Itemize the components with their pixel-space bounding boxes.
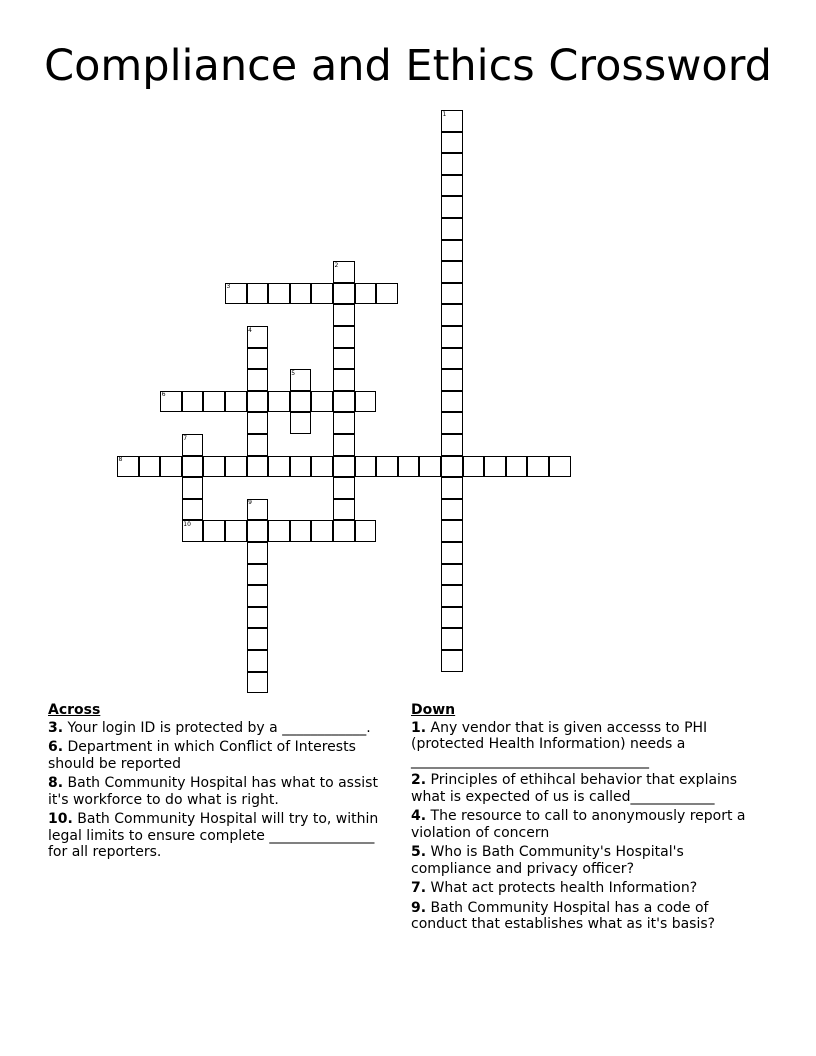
grid-cell[interactable] — [268, 520, 290, 542]
grid-cell[interactable] — [441, 283, 463, 305]
clue-text: Your login ID is protected by a ____________. — [63, 719, 371, 736]
grid-cell[interactable] — [182, 499, 204, 521]
grid-cell[interactable] — [247, 412, 269, 434]
grid-cell[interactable] — [182, 434, 204, 456]
grid-cell[interactable] — [247, 434, 269, 456]
grid-cell[interactable] — [355, 520, 377, 542]
grid-cell[interactable] — [441, 369, 463, 391]
grid-cell[interactable] — [441, 196, 463, 218]
grid-cell[interactable] — [182, 477, 204, 499]
grid-cell[interactable] — [441, 240, 463, 262]
grid-cell[interactable] — [203, 520, 225, 542]
grid-cell[interactable] — [333, 456, 355, 478]
grid-cell[interactable] — [441, 456, 463, 478]
grid-cell[interactable] — [441, 477, 463, 499]
grid-cell[interactable] — [225, 283, 247, 305]
clue-number-label: 2 — [334, 261, 339, 269]
clue-text: Bath Community Hospital has a code of conduct that establishes what as it's basis? — [411, 899, 716, 932]
clue-text: Who is Bath Community's Hospital's compliance and privacy officer? — [411, 844, 684, 877]
grid-cell[interactable] — [247, 628, 269, 650]
grid-cell[interactable] — [355, 283, 377, 305]
clue-number-label: 3 — [226, 283, 231, 291]
grid-cell[interactable] — [549, 456, 571, 478]
grid-cell[interactable] — [333, 499, 355, 521]
grid-cell[interactable] — [506, 456, 528, 478]
grid-cell[interactable] — [247, 585, 269, 607]
grid-cell[interactable] — [484, 456, 506, 478]
down-clue-list — [411, 720, 746, 933]
clue-number-label: 8 — [118, 456, 123, 464]
grid-cell[interactable] — [247, 672, 269, 694]
grid-cell[interactable] — [463, 456, 485, 478]
grid-cell[interactable] — [333, 520, 355, 542]
grid-cell[interactable] — [139, 456, 161, 478]
clue-number: 9. — [411, 899, 427, 916]
grid-cell[interactable] — [441, 348, 463, 370]
clue-text: Any vendor that is given accesss to PHI (protected Health Information) needs a __________________________________ — [411, 719, 708, 769]
grid-cell[interactable] — [268, 283, 290, 305]
clue-number-label: 7 — [183, 434, 188, 442]
grid-cell[interactable] — [441, 585, 463, 607]
grid-cell[interactable] — [376, 456, 398, 478]
clue-number-label: 1 — [442, 110, 447, 118]
grid-cell[interactable] — [268, 456, 290, 478]
across-heading: Across — [48, 702, 101, 718]
grid-cell[interactable] — [333, 369, 355, 391]
clue-text: Department in which Conflict of Interests should be reported — [48, 739, 356, 772]
clue-number: 3. — [48, 719, 64, 736]
grid-cell[interactable] — [441, 564, 463, 586]
clue-item — [411, 880, 746, 897]
grid-cell[interactable] — [398, 456, 420, 478]
grid-cell[interactable] — [182, 520, 204, 542]
grid-cell[interactable] — [247, 326, 269, 348]
grid-cell[interactable] — [203, 391, 225, 413]
grid-cell[interactable] — [311, 283, 333, 305]
clue-item — [411, 844, 746, 877]
grid-cell[interactable] — [182, 456, 204, 478]
clue-number: 2. — [411, 772, 427, 788]
grid-cell[interactable] — [311, 520, 333, 542]
grid-cell[interactable] — [311, 391, 333, 413]
grid-cell[interactable] — [333, 261, 355, 283]
grid-cell[interactable] — [290, 391, 312, 413]
clue-text: What act protects health Information? — [426, 880, 698, 896]
down-heading: Down — [411, 702, 456, 718]
grid-cell[interactable] — [311, 456, 333, 478]
grid-cell[interactable] — [441, 628, 463, 650]
clue-number-label: 5 — [291, 369, 296, 377]
grid-cell[interactable] — [333, 412, 355, 434]
clue-number: 6. — [48, 739, 64, 755]
grid-cell[interactable] — [247, 283, 269, 305]
grid-cell[interactable] — [333, 326, 355, 348]
grid-cell[interactable] — [527, 456, 549, 478]
grid-cell[interactable] — [247, 542, 269, 564]
grid-cell[interactable] — [333, 283, 355, 305]
grid-cell[interactable] — [117, 456, 139, 478]
grid-cell[interactable] — [441, 650, 463, 672]
grid-cell[interactable] — [203, 456, 225, 478]
grid-cell[interactable] — [247, 499, 269, 521]
grid-cell[interactable] — [441, 607, 463, 629]
grid-cell[interactable] — [225, 456, 247, 478]
grid-cell[interactable] — [441, 412, 463, 434]
clue-item — [48, 775, 393, 808]
grid-cell[interactable] — [376, 283, 398, 305]
grid-cell[interactable] — [247, 564, 269, 586]
grid-cell[interactable] — [247, 520, 269, 542]
clue-number: 1. — [411, 719, 427, 736]
clue-item — [411, 808, 746, 841]
clue-text: Bath Community Hospital will try to, within legal limits to ensure complete _______________ for all reporters. — [48, 811, 379, 860]
grid-cell[interactable] — [225, 391, 247, 413]
grid-cell[interactable] — [441, 326, 463, 348]
across-clues — [48, 702, 393, 864]
grid-cell[interactable] — [441, 542, 463, 564]
down-clues — [411, 702, 746, 936]
clue-text: Principles of ethihcal behavior that explains what is expected of us is called____________ — [411, 772, 738, 805]
grid-cell[interactable] — [441, 110, 463, 132]
grid-cell[interactable] — [290, 412, 312, 434]
across-clue-list — [48, 720, 393, 861]
clue-text: Bath Community Hospital has what to assist it's workforce to do what is right. — [48, 775, 378, 808]
clue-number-label: 4 — [248, 326, 252, 334]
clue-number-label: 6 — [161, 391, 166, 399]
clue-item — [48, 720, 393, 737]
clue-number: 7. — [411, 880, 427, 896]
grid-cell[interactable] — [355, 456, 377, 478]
grid-cell[interactable] — [419, 456, 441, 478]
grid-cell[interactable] — [182, 391, 204, 413]
grid-cell[interactable] — [160, 456, 182, 478]
grid-cell[interactable] — [247, 607, 269, 629]
grid-cell[interactable] — [441, 132, 463, 154]
grid-cell[interactable] — [290, 520, 312, 542]
grid-cell[interactable] — [355, 391, 377, 413]
grid-cell[interactable] — [441, 499, 463, 521]
grid-cell[interactable] — [333, 304, 355, 326]
clue-number: 5. — [411, 844, 427, 860]
grid-cell[interactable] — [441, 391, 463, 413]
grid-cell[interactable] — [225, 520, 247, 542]
grid-cell[interactable] — [441, 434, 463, 456]
clue-number: 10. — [48, 811, 73, 827]
grid-cell[interactable] — [290, 456, 312, 478]
grid-cell[interactable] — [441, 520, 463, 542]
clue-item — [411, 900, 746, 933]
grid-cell[interactable] — [247, 348, 269, 370]
clue-text: The resource to call to anonymously report a violation of concern — [411, 808, 746, 841]
grid-cell[interactable] — [441, 175, 463, 197]
grid-cell[interactable] — [290, 369, 312, 391]
grid-cell[interactable] — [441, 153, 463, 175]
grid-cell[interactable] — [441, 261, 463, 283]
clue-item — [48, 739, 393, 772]
clue-number: 8. — [48, 775, 64, 791]
grid-cell[interactable] — [160, 391, 182, 413]
grid-cell[interactable] — [247, 391, 269, 413]
grid-cell[interactable] — [333, 477, 355, 499]
clue-item — [48, 811, 393, 861]
grid-cell[interactable] — [247, 456, 269, 478]
clue-number-label: 10 — [183, 520, 191, 528]
clue-item — [411, 720, 746, 770]
clue-number-label: 9 — [248, 499, 252, 507]
grid-cell[interactable] — [247, 650, 269, 672]
grid-cell[interactable] — [268, 391, 290, 413]
page-title: Compliance and Ethics Crossword — [44, 41, 772, 91]
grid-cell[interactable] — [290, 283, 312, 305]
grid-cell[interactable] — [247, 369, 269, 391]
grid-cell[interactable] — [333, 391, 355, 413]
clue-number: 4. — [411, 808, 427, 824]
grid-cell[interactable] — [441, 218, 463, 240]
grid-cell[interactable] — [333, 348, 355, 370]
grid-cell[interactable] — [441, 304, 463, 326]
grid-cell[interactable] — [333, 434, 355, 456]
clue-item — [411, 772, 746, 805]
